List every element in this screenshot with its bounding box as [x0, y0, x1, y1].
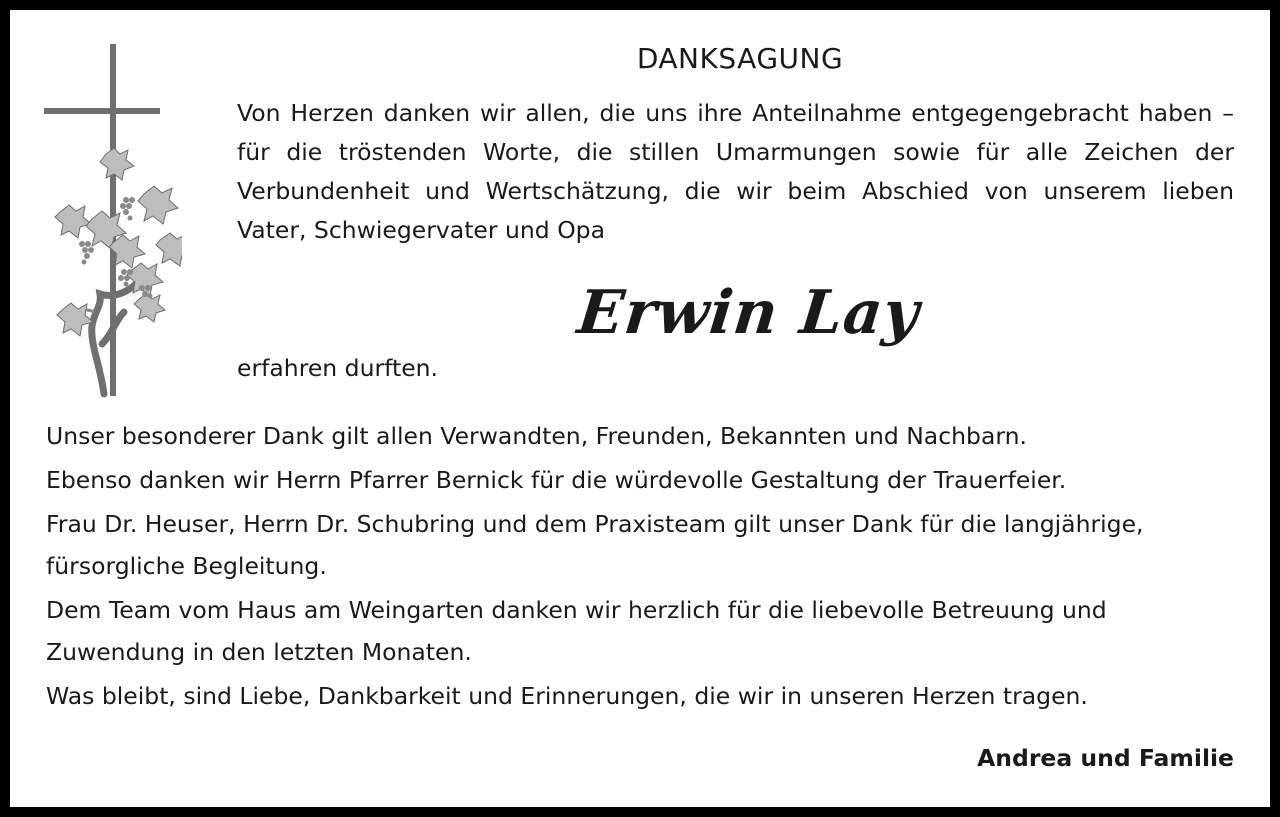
signature: Andrea und Familie — [977, 744, 1234, 772]
obituary-notice — [10, 10, 1270, 807]
deceased-name: Erwin Lay — [574, 278, 923, 348]
cross-with-grapevine-icon — [42, 44, 182, 409]
thanks-paragraph-relatives: Unser besonderer Dank gilt allen Verwandten, Freunden, Bekannten und Nachbarn. — [46, 422, 1027, 450]
thanks-paragraph-doctors: Frau Dr. Heuser, Herrn Dr. Schubring und dem Praxisteam gilt unser Dank für die langjährige, fürsorgliche Begleitung. — [46, 510, 1144, 580]
thanks-paragraph-pastor: Ebenso danken wir Herrn Pfarrer Bernick für die würdevolle Gestaltung der Trauerfeier. — [46, 466, 1067, 494]
intro-text: Von Herzen danken wir allen, die uns ihre Anteilnahme entgegengebracht haben – für die tröstenden Worte, die stillen Umarmungen sowie für alle Zeichen der Verbundenheit und Wertschätzung, die wir beim Abschied von unserem lieben Vater, Schwiegervater und Opa — [237, 99, 1234, 244]
closing-paragraph: Was bleibt, sind Liebe, Dankbarkeit und Erinnerungen, die wir in unseren Herzen tragen. — [46, 682, 1088, 710]
notice-title: DANKSAGUNG — [636, 42, 844, 75]
intro-end-text: erfahren durften. — [237, 354, 439, 382]
thanks-paragraph-care-home: Dem Team vom Haus am Weingarten danken wir herzlich für die liebevolle Betreuung und Zuwendung in den letzten Monaten. — [46, 596, 1107, 666]
